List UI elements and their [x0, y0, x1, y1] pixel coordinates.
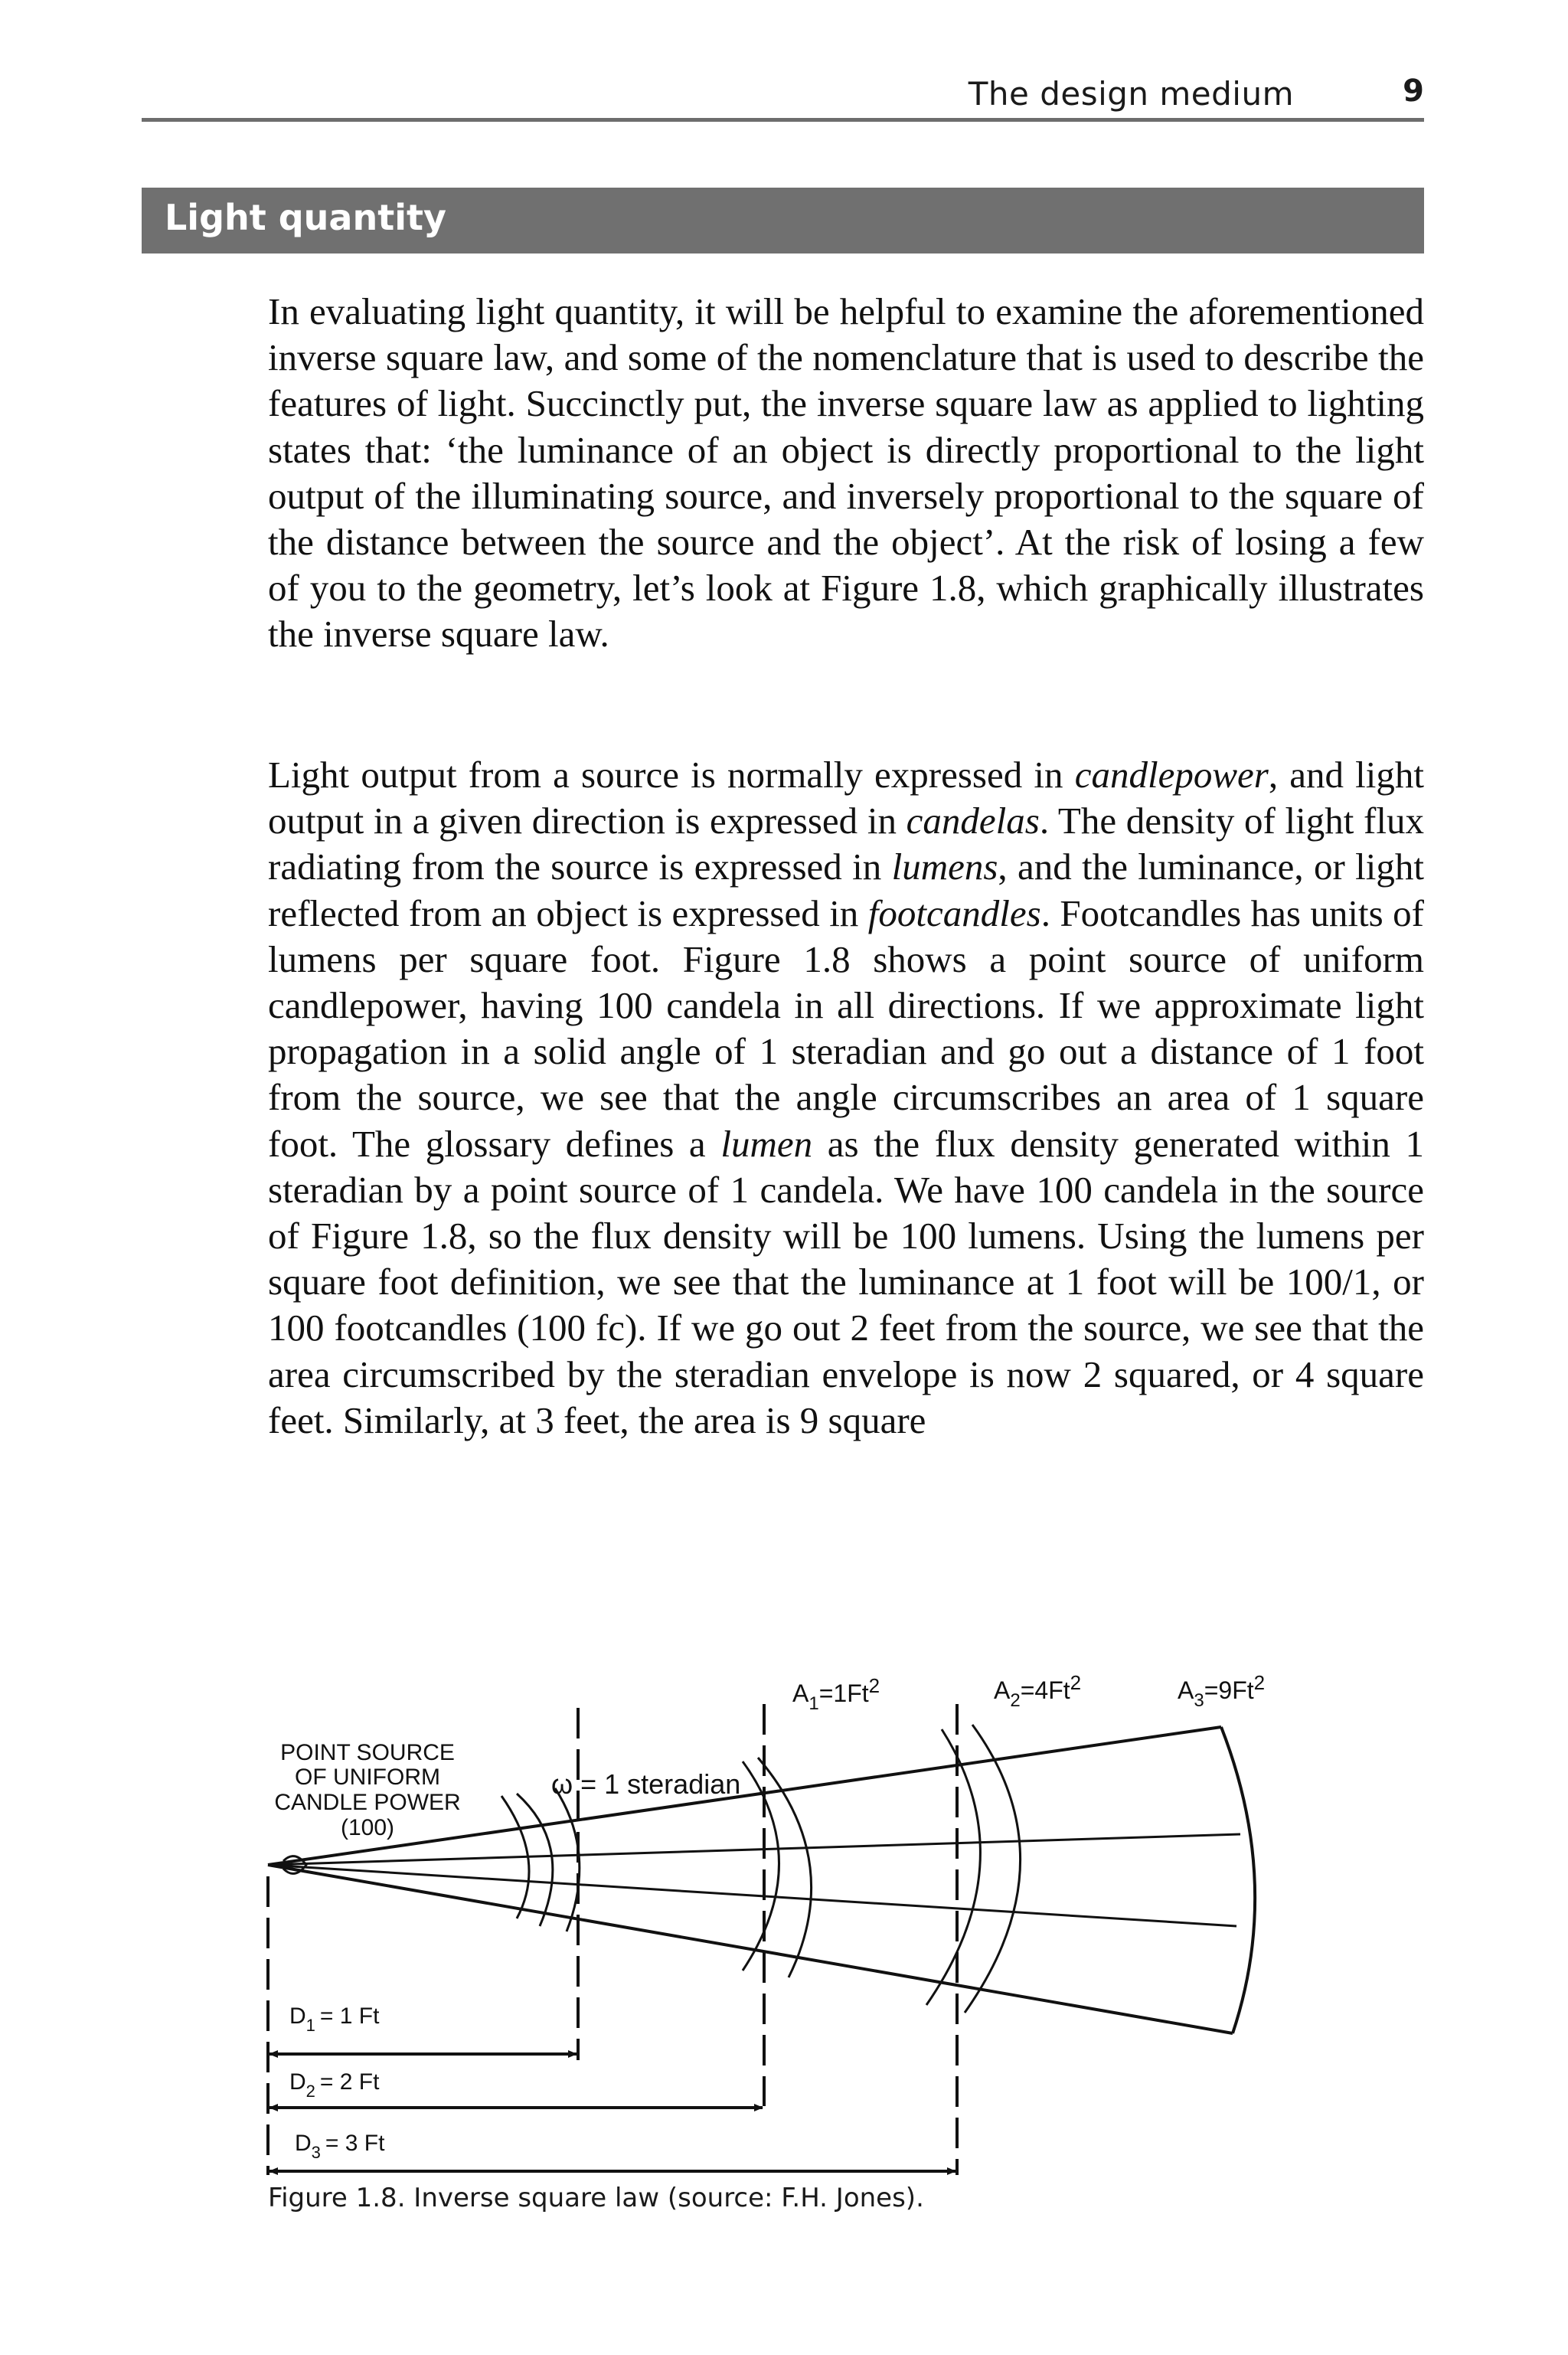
area-label-2: $A_2=4Ft^2$: [994, 1671, 1082, 1711]
term-footcandles: footcandles: [867, 891, 1041, 934]
sphere-1-arc-c: [555, 1788, 580, 1931]
inverse-square-diagram: [253, 1631, 1340, 2190]
cone-ray-upper: [268, 1834, 1240, 1865]
sphere-3-arc-a: [926, 1729, 980, 2005]
section-heading-bar: [142, 188, 1424, 253]
area-label-3: $A_3=9Ft^2$: [1178, 1671, 1266, 1711]
running-head: [142, 75, 1424, 113]
page-number: 9: [1403, 74, 1424, 109]
term-lumen: lumen: [720, 1122, 813, 1165]
source-label-line4: (100): [340, 1815, 395, 1840]
steradian-label: ω = 1 steradian: [551, 1768, 741, 1800]
sphere-3-arc-b: [965, 1725, 1021, 2013]
source-label-line3: CANDLE POWER: [274, 1790, 461, 1815]
source-label-line2: OF UNIFORM: [295, 1765, 440, 1790]
section-title: Light quantity: [165, 197, 446, 238]
distance-label-3: $D_3 = 3$ Ft: [295, 2131, 385, 2162]
para2-text-1: Light output from a source is normally expressed in: [268, 754, 1075, 796]
para2-text-2: , and light output in a given direction is expressed in: [268, 754, 1425, 842]
figure-caption: Figure 1.8. Inverse square law (source: F.H. Jones).: [268, 2183, 924, 2213]
source-label-line1: POINT SOURCE: [280, 1740, 455, 1765]
distance-label-1: $D_1 = 1$ Ft: [289, 2003, 380, 2035]
term-candelas: candelas: [906, 800, 1040, 842]
header-rule: [142, 118, 1424, 122]
cone-ray-lower: [268, 1865, 1236, 1926]
para2-text-6: as the flux density generated within 1 steradian by a point source of 1 candela. We have 100 candela in the source of Figure 1.8, so the flux density will be 100 lumens. Using the lumens per square foot definition, we see that the luminance at 1 foot will be 100/1, or 100 footcandles (100 fc). If we go out 2 feet from the source, we see that the area circumscribed by the steradian envelope is now 2 squared, or 4 square feet. Similarly, at 3 feet, the area is 9 square: [268, 1122, 1424, 1441]
area-label-1: $A_1=1Ft^2$: [792, 1674, 880, 1714]
para2-text-3: . The density of light flux radiating from the source is expressed in: [268, 800, 1424, 888]
figure-inverse-square-law: [253, 1631, 1340, 2190]
cone-lower-edge: [268, 1865, 1233, 2033]
term-lumens: lumens: [891, 846, 998, 888]
cone-end-arc: [1221, 1727, 1255, 2033]
para2-text-4: , and the luminance, or light reflected from an object is expressed in: [268, 846, 1424, 934]
distance-label-2: $D_2 = 2$ Ft: [289, 2069, 380, 2101]
para2-text-5: . Footcandles has units of lumens per square foot. Figure 1.8 shows a point source of uniform candlepower, having 100 candela in all directions. If we approximate light propagation in a solid angle of 1 steradian and go out a distance of 1 foot from the source, we see that the angle circumscribes an area of 1 square foot. The glossary defines a: [268, 891, 1425, 1165]
source-label: [274, 1740, 460, 1840]
body-paragraph-1: In evaluating light quantity, it will be helpful to examine the aforementioned inverse square law, and some of the nomenclature that is used to describe the features of light. Succinctly put, the inverse square law as applied to lighting states that: ‘the luminance of an object is directly proportional to the light output of the illuminating source, and inversely proportional to the square of the distance between the source and the object’. At the risk of losing a few of you to the geometry, let’s look at Figure 1.8, which graphically illustrates the inverse square law.: [268, 290, 1424, 656]
term-candlepower: candlepower: [1074, 754, 1269, 796]
body-paragraph-2: [268, 752, 1424, 1444]
running-title: The design medium: [968, 75, 1294, 113]
